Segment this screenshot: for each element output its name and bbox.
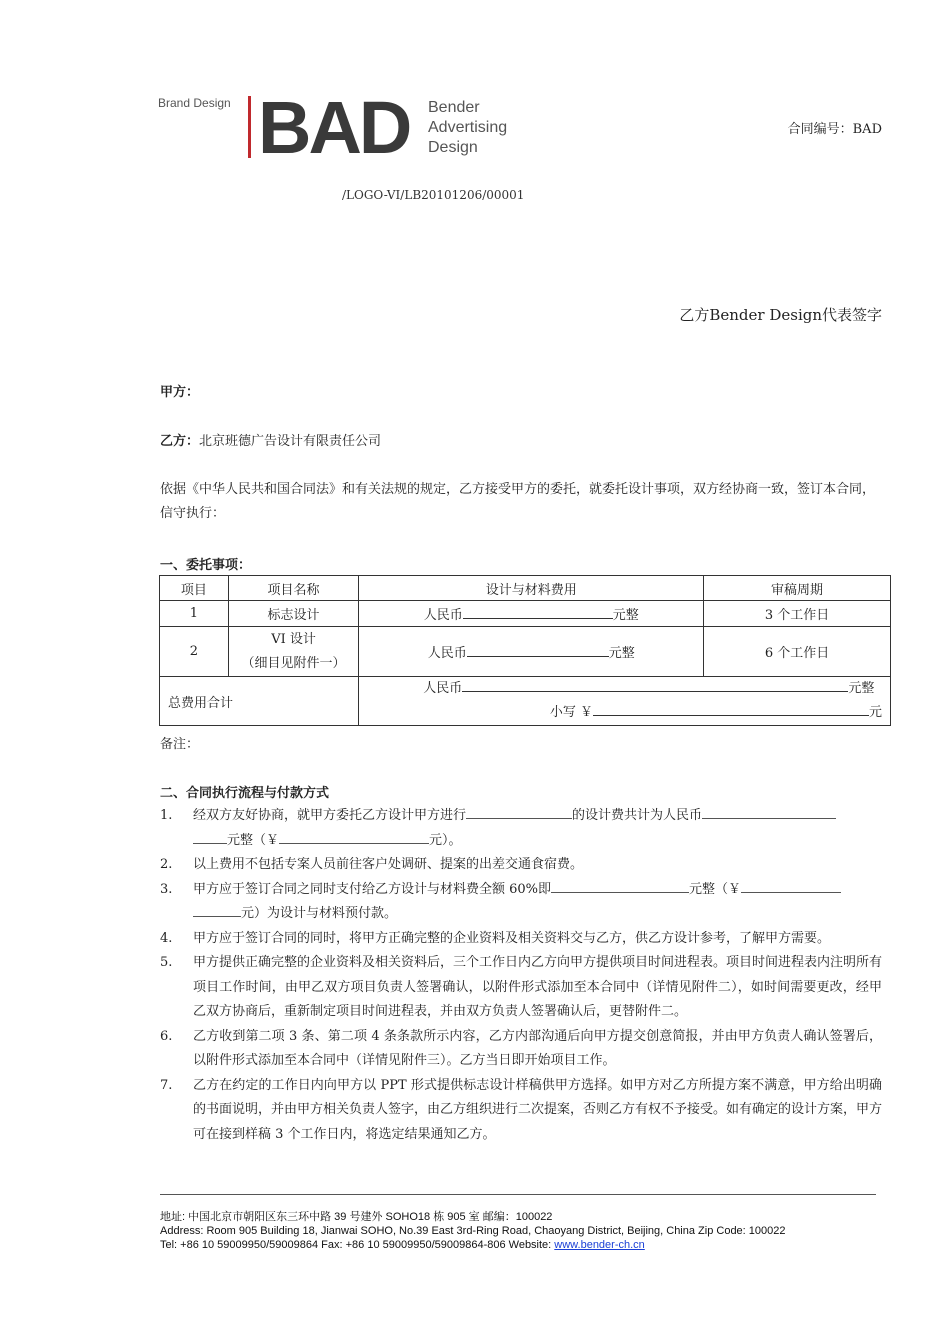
review-period: 6 个工作日 [704, 627, 891, 677]
total-small-prefix: 小写 ￥ [549, 705, 593, 720]
logo-subtitle [428, 98, 507, 158]
fee-cell [359, 601, 704, 627]
list-item [160, 1025, 882, 1074]
section-1-title: 一、委托事项： [160, 558, 252, 573]
table-header-cell: 设计与材料费用 [359, 576, 704, 601]
table-header-cell: 审稿周期 [704, 576, 891, 601]
total-rmb-prefix: 人民币 [423, 681, 463, 696]
review-period: 3 个工作日 [704, 601, 891, 627]
footer-address-cn: 地址: 中国北京市朝阳区东三环中路 39 号建外 SOHO18 栋 905 室 邮编：100022 [160, 1211, 553, 1223]
fee-cell [359, 627, 704, 677]
reference-code: /LOGO-VI/LB20101206/00001 [342, 188, 525, 202]
row-number: 2 [160, 627, 229, 677]
item-name-line: VI 设计 [271, 631, 316, 647]
table-header-cell: 项目 [160, 576, 229, 601]
clause-text: 以上费用不包括专案人员前往客户处调研、提案的出差交通食宿费。 [193, 857, 584, 872]
clause-text: 经双方友好协商，就甲方委托乙方设计甲方进行 [193, 808, 467, 823]
logo-subtitle-line: Bender [428, 99, 480, 116]
clause-text: 元整（￥ [227, 832, 280, 848]
footer-contact-text: Tel: +86 10 59009950/59009864 Fax: +86 10 59009950/59009864-806 Website: [160, 1239, 555, 1251]
contract-number: 合同编号：BAD [787, 122, 882, 137]
item-number: 2. [160, 857, 173, 872]
amount-small-blank[interactable] [193, 902, 241, 917]
amount-blank[interactable] [193, 829, 227, 844]
fee-blank[interactable] [467, 642, 609, 657]
clause-text: 乙方在约定的工作日内向甲方以 PPT 形式提供标志设计样稿供甲方选择。如甲方对乙方所提方案不满意，甲方给出明确的书面说明，并由甲方相关负责人签字，由乙方组织进行二次提案，否则乙方有权不予接受。如有确定的设计方案，甲方可在接到样稿 3 个工作日内，将选定结果通知乙方。 [193, 1077, 883, 1142]
terms-list [160, 804, 882, 1147]
fee-prefix: 人民币 [423, 608, 463, 623]
amount-small-blank[interactable] [741, 878, 841, 893]
list-item [160, 804, 882, 853]
amount-blank[interactable] [551, 878, 689, 893]
total-small-suffix: 元 [868, 705, 882, 720]
total-label: 总费用合计 [160, 677, 359, 726]
party-a [160, 381, 199, 400]
clause-text: 元）为设计与材料预付款。 [241, 906, 398, 921]
total-small-line [423, 701, 882, 725]
item-number: 6. [160, 1028, 173, 1044]
logo-accent-bar [248, 96, 251, 158]
brand-design-label: Brand Design [158, 96, 231, 110]
table-header-cell: 项目名称 [228, 576, 359, 601]
list-item [160, 1074, 882, 1148]
amount-small-blank[interactable] [279, 829, 429, 844]
signature-label: 乙方Bender Design代表签字 [679, 306, 882, 324]
clause-text: 元整（￥ [689, 881, 742, 897]
clause-text: 元）。 [429, 832, 462, 848]
list-item [160, 927, 882, 952]
company-logo: BAD [258, 86, 410, 169]
intro-paragraph: 依据《中华人民共和国合同法》和有关法规的规定，乙方接受甲方的委托，就委托设计事项，双方经协商一致，签订本合同，信守执行： [160, 482, 876, 521]
total-row [160, 677, 891, 726]
item-number: 5. [160, 955, 173, 970]
item-name [228, 627, 359, 677]
footer-divider [160, 1194, 876, 1195]
footer-contact [160, 1238, 786, 1252]
project-blank[interactable] [466, 804, 572, 819]
clause-text: 甲方提供正确完整的企业资料及相关资料后，三个工作日内乙方向甲方提供项目时间进程表。项目时间进程表内注明所有项目工作时间，由甲乙双方项目负责人签署确认，以附件形式添加至本合同中（详情见附件二），如时间需要更改，经甲乙双方协商后，重新制定项目时间进程表，并由双方负责人签署确认后，更替附件二。 [193, 955, 883, 1019]
list-item [160, 951, 882, 1025]
table-row [160, 627, 891, 677]
items-table [159, 575, 891, 726]
total-rmb-line [423, 677, 882, 701]
amount-blank[interactable] [702, 804, 836, 819]
table-header-row [160, 576, 891, 601]
clause-text: 乙方收到第二项 3 条、第二项 4 条条款所示内容，乙方内部沟通后向甲方提交创意简报，并由甲方负责人确认签署后，以附件形式添加至本合同中（详情见附件三）。乙方当日即开始项目工作。 [193, 1028, 882, 1068]
party-b-label: 乙方： [160, 434, 200, 449]
item-name-note: （细目见附件一） [241, 655, 346, 671]
remarks-label: 备注： [160, 737, 200, 752]
logo-subtitle-line: Design [428, 139, 478, 156]
row-number: 1 [160, 601, 229, 627]
section-2-title: 二、合同执行流程与付款方式 [160, 786, 330, 801]
logo-subtitle-line: Advertising [428, 119, 508, 136]
item-name: 标志设计 [228, 601, 359, 627]
clause-text: 甲方应于签订合同的同时，将甲方正确完整的企业资料及相关资料交与乙方，供乙方设计参考，了解甲方需要。 [193, 930, 831, 946]
total-small-blank[interactable] [593, 701, 869, 716]
party-b [160, 430, 381, 449]
fee-suffix: 元整 [608, 646, 635, 661]
list-item [160, 853, 882, 878]
list-item [160, 878, 882, 927]
fee-prefix: 人民币 [427, 646, 467, 661]
table-row [160, 601, 891, 627]
clause-text: 甲方应于签订合同之同时支付给乙方设计与材料费全额 60%即 [193, 881, 552, 897]
total-rmb-blank[interactable] [462, 677, 848, 692]
item-number: 4. [160, 930, 173, 946]
fee-suffix: 元整 [612, 608, 639, 623]
item-number: 3. [160, 881, 173, 897]
total-rmb-suffix: 元整 [848, 681, 875, 696]
item-number: 7. [160, 1077, 173, 1093]
clause-text: 的设计费共计为人民币 [572, 808, 703, 823]
footer-address-en: Address: Room 905 Building 18, Jianwai SOHO, No.39 East 3rd-Ring Road, Chaoyang District, Beijing, China Zip Code: 100022 [160, 1225, 786, 1237]
fee-blank[interactable] [463, 604, 613, 619]
party-a-label: 甲方： [160, 385, 200, 400]
total-fee-cell [359, 677, 891, 726]
footer [160, 1210, 786, 1252]
party-b-name: 北京班德广告设计有限责任公司 [199, 434, 382, 449]
website-link[interactable]: www.bender-ch.cn [554, 1239, 645, 1251]
item-number: 1. [160, 808, 173, 823]
